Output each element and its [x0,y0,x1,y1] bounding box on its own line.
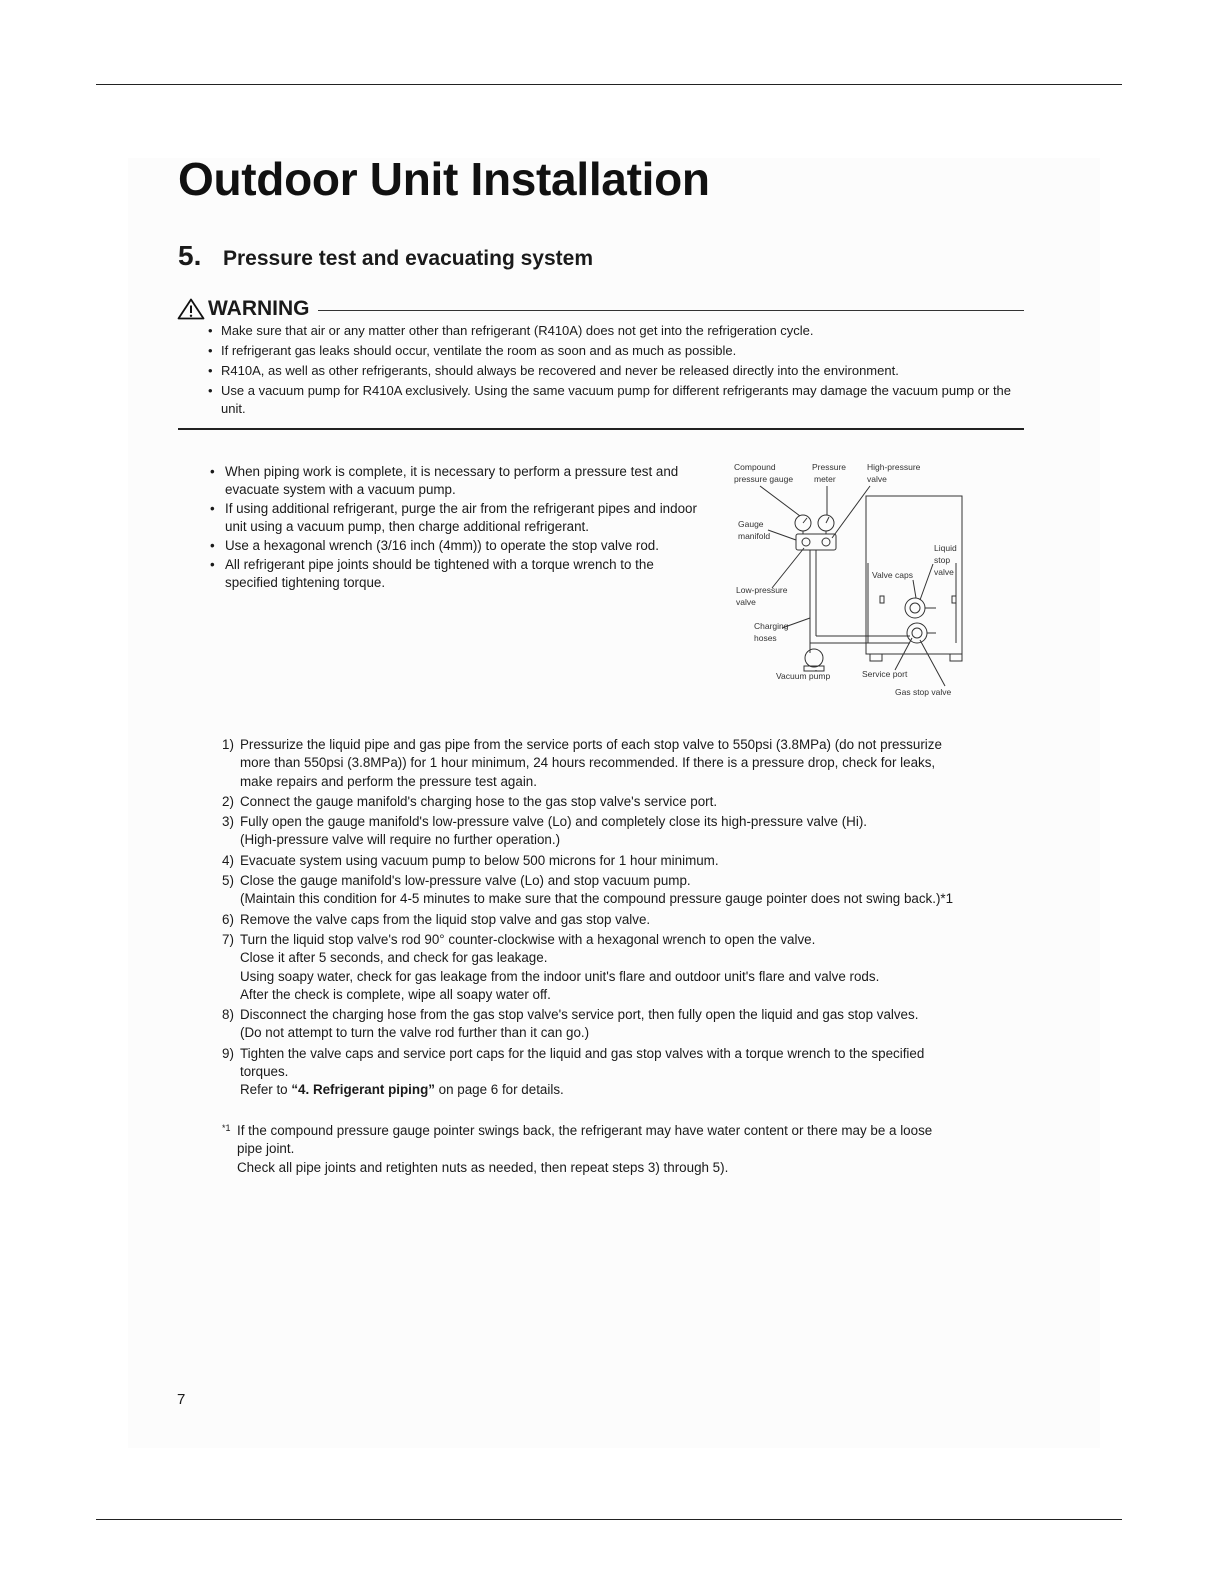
page-title: Outdoor Unit Installation [178,153,710,205]
procedure-step [222,852,1022,870]
footnote [222,1122,1022,1177]
step-line: Disconnect the charging hose from the gas stop valve's service port, then fully open the liquid and gas stop valves. [240,1007,919,1023]
step-number: 9) [222,1045,234,1061]
step-line: (High-pressure valve will require no further operation.) [240,832,561,848]
step-number: 4) [222,852,234,868]
warning-item: • Use a vacuum pump for R410A exclusively. Using the same vacuum pump for different refrigerants may damage the vacuum pump or the unit. [208,382,1023,418]
label-gauge-manifold: manifold [738,531,771,541]
step-line: make repairs and perform the pressure test again. [240,773,537,789]
gas-stop-valve [907,623,927,643]
footnote-line: pipe joint. [237,1141,295,1157]
footnote-text [237,1122,932,1177]
procedure-step [222,813,1022,850]
step-line: Fully open the gauge manifold's low-pressure valve (Lo) and completely close its high-pressure valve (Hi). [240,814,867,830]
intro-bullet: • If using additional refrigerant, purge the air from the refrigerant pipes and indoor unit using a vacuum pump, then charge additional refrigerant. [210,500,705,536]
unit-foot [870,654,882,661]
warning-item: • Make sure that air or any matter other than refrigerant (R410A) does not get into the refrigeration cycle. [208,322,1023,340]
step-text [240,793,1022,811]
procedure-step [222,931,1022,1004]
step-line: Remove the valve caps from the liquid stop valve and gas stop valve. [240,911,651,927]
label-vacuum-pump: Vacuum pump [776,671,831,681]
label-charging-hoses: hoses [754,633,777,643]
step-number: 2) [222,793,234,809]
procedure-steps [222,736,1022,1102]
unit-slot [880,596,884,603]
label-valve-caps: Valve caps [872,570,913,580]
step-line: (Do not attempt to turn the valve rod further than it can go.) [240,1025,590,1041]
label-charging-hoses: Charging [754,621,789,631]
intro-bullet: • All refrigerant pipe joints should be tightened with a torque wrench to the specified tightening torque. [210,556,705,592]
section-heading [178,240,593,272]
step-text [240,1006,1022,1043]
section-title: Pressure test and evacuating system [223,247,594,270]
intro-bullet: • Use a hexagonal wrench (3/16 inch (4mm)) to operate the stop valve rod. [210,537,705,555]
label-liquid-stop-valve: stop [934,555,951,565]
label-pressure-meter: Pressure [812,462,847,472]
footnote-line: Check all pipe joints and retighten nuts as needed, then repeat steps 3) through 5). [237,1159,729,1175]
warning-item: • R410A, as well as other refrigerants, should always be recovered and never be released directly into the environment. [208,362,1023,380]
step-line: Turn the liquid stop valve's rod 90° counter-clockwise with a hexagonal wrench to open the valve. [240,931,816,947]
label-high-pressure-valve: valve [867,474,887,484]
step-line: Pressurize the liquid pipe and gas pipe from the service ports of each stop valve to 550psi (3.8MPa) (do not pressurize [240,737,942,752]
warning-list [208,322,1023,420]
step-number: 3) [222,814,234,830]
procedure-step [222,911,1022,929]
footer-rule [96,1519,1122,1520]
step-text [240,736,1022,791]
step-text [240,931,1022,1004]
warning-triangle-icon [177,298,205,320]
step-number: 1) [222,737,234,752]
step-line: Close the gauge manifold's low-pressure valve (Lo) and stop vacuum pump. [240,873,691,889]
step-number: 7) [222,931,234,947]
label-liquid-stop-valve: valve [934,567,954,577]
step-line: (Maintain this condition for 4-5 minutes to make sure that the compound pressure gauge pointer does not swing back.)*1 [240,891,954,907]
label-compound-gauge: pressure gauge [734,474,794,484]
step-line: torques. [240,1064,289,1080]
label-pressure-meter: meter [814,474,836,484]
step-number: 5) [222,873,234,889]
procedure-step [222,1006,1022,1043]
footnote-line: If the compound pressure gauge pointer swings back, the refrigerant may have water content or there may be a loose [237,1123,933,1138]
unit-foot [950,654,962,661]
step-line: Using soapy water, check for gas leakage from the indoor unit's flare and outdoor unit's flare and valve rods. [240,968,880,984]
header-rule [96,84,1122,85]
label-low-pressure-valve: valve [736,597,756,607]
step-text [240,852,1022,870]
vacuum-pump [805,649,823,667]
label-compound-gauge: Compound [734,462,776,472]
warning-header [177,296,1024,322]
warning-rule [318,310,1025,311]
label-liquid-stop-valve: Liquid [934,543,957,553]
step-text [240,911,1022,929]
reference-prefix: Refer to [240,1082,292,1098]
reference-suffix: on page 6 for details. [434,1082,564,1098]
step-reference [240,1081,1022,1099]
label-high-pressure-valve: High-pressure [867,462,921,472]
step-text [240,813,1022,850]
step-text [240,1045,1022,1100]
footnote-mark: *1 [222,1123,231,1133]
section-number: 5. [178,240,202,271]
liquid-stop-valve [905,598,925,618]
step-line: more than 550psi (3.8MPa)) for 1 hour minimum, 24 hours recommended. If there is a pressure drop, check for leaks, [240,755,936,771]
step-line: After the check is complete, wipe all soapy water off. [240,986,551,1002]
warning-bottom-rule [178,428,1024,430]
label-gas-stop-valve: Gas stop valve [895,687,952,697]
intro-bullet: • When piping work is complete, it is necessary to perform a pressure test and evacuate system with a vacuum pump. [210,463,705,499]
procedure-step [222,736,1022,791]
step-text [240,872,1022,909]
step-line: Tighten the valve caps and service port caps for the liquid and gas stop valves with a torque wrench to the specified [240,1045,925,1061]
unit-slot [952,596,956,603]
label-low-pressure-valve: Low-pressure [736,585,788,595]
step-line: Evacuate system using vacuum pump to below 500 microns for 1 hour minimum. [240,852,719,868]
step-line: Connect the gauge manifold's charging hose to the gas stop valve's service port. [240,793,718,809]
warning-item: • If refrigerant gas leaks should occur, ventilate the room as soon and as much as possible. [208,342,1023,360]
label-service-port: Service port [862,669,908,679]
page-number: 7 [177,1391,186,1408]
step-line: Close it after 5 seconds, and check for gas leakage. [240,950,548,966]
procedure-step [222,872,1022,909]
intro-bullet-list [210,463,705,593]
procedure-step [222,1045,1022,1100]
step-number: 6) [222,911,234,927]
procedure-step [222,793,1022,811]
label-gauge-manifold: Gauge [738,519,764,529]
gauge-manifold-diagram [730,458,1000,710]
warning-title: WARNING [208,297,310,320]
step-number: 8) [222,1007,234,1023]
reference-link-text: “4. Refrigerant piping” [291,1082,435,1098]
